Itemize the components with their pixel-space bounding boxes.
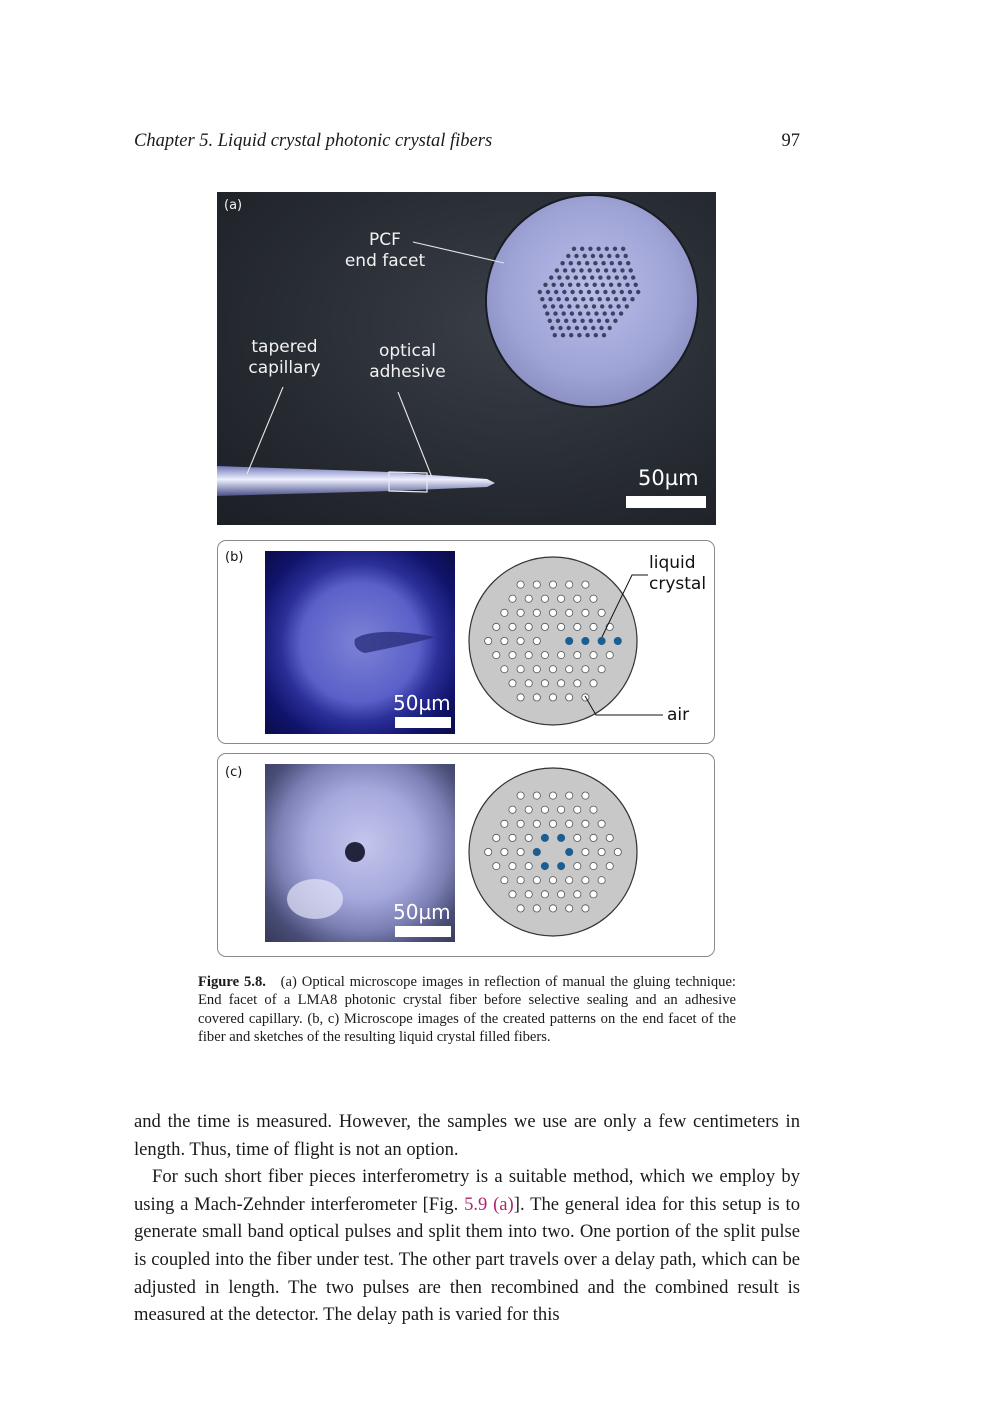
lc-filled-hole <box>558 863 565 870</box>
panel-b-tag: (b) <box>225 550 244 565</box>
air-hole <box>533 609 540 616</box>
air-hole <box>533 905 540 912</box>
air-hole <box>517 609 524 616</box>
scale-bar-a <box>626 496 706 508</box>
air-hole <box>574 863 581 870</box>
air-hole <box>558 623 565 630</box>
air-hole <box>558 891 565 898</box>
air-label: air <box>667 705 690 725</box>
lc-filled-hole <box>598 637 605 644</box>
air-hole <box>574 652 581 659</box>
air-hole <box>541 652 548 659</box>
air-hole <box>501 820 508 827</box>
lc-filled-hole <box>582 637 589 644</box>
air-hole <box>485 848 492 855</box>
air-hole <box>509 834 516 841</box>
air-hole <box>501 848 508 855</box>
air-hole <box>517 581 524 588</box>
figure-caption <box>198 973 736 1046</box>
air-hole <box>493 652 500 659</box>
air-hole <box>574 595 581 602</box>
panel-c-tag: (c) <box>225 765 243 780</box>
air-hole <box>501 637 508 644</box>
air-hole <box>541 680 548 687</box>
air-hole <box>533 666 540 673</box>
air-hole <box>566 905 573 912</box>
air-hole <box>558 806 565 813</box>
body-text <box>134 1108 800 1329</box>
lc-filled-hole <box>566 637 573 644</box>
caption-text: (a) Optical microscope images in reflection of manual the gluing technique: End facet of a LMA8 photonic crystal fiber before selective sealing and an adhesive covered capillary. (b, c) Microscope images of the created patterns on the end facet of the fiber and sketches of the resulting liquid crystal filled fibers. <box>198 974 736 1045</box>
air-hole <box>517 877 524 884</box>
sketch-c <box>218 754 714 956</box>
chapter-title: Chapter 5. Liquid crystal photonic crystal fibers <box>134 131 493 151</box>
lc-filled-hole <box>541 863 548 870</box>
air-hole <box>509 891 516 898</box>
air-hole <box>525 623 532 630</box>
air-hole <box>582 581 589 588</box>
figure-reference-link[interactable]: 5.9 (a) <box>464 1193 514 1215</box>
air-hole <box>549 877 556 884</box>
air-hole <box>525 652 532 659</box>
air-hole <box>582 848 589 855</box>
air-hole <box>566 792 573 799</box>
air-hole <box>501 609 508 616</box>
air-hole <box>566 877 573 884</box>
air-hole <box>509 623 516 630</box>
air-hole <box>582 609 589 616</box>
air-hole <box>525 891 532 898</box>
air-hole <box>566 694 573 701</box>
air-hole <box>525 834 532 841</box>
air-hole <box>606 863 613 870</box>
air-hole <box>533 694 540 701</box>
air-hole <box>533 581 540 588</box>
air-hole <box>574 806 581 813</box>
lc-filled-hole <box>614 637 621 644</box>
air-hole <box>493 623 500 630</box>
air-hole <box>525 806 532 813</box>
lc-filled-hole <box>533 848 540 855</box>
air-hole <box>517 848 524 855</box>
air-hole <box>558 595 565 602</box>
air-hole <box>549 666 556 673</box>
lc-filled-hole <box>566 848 573 855</box>
air-hole <box>590 806 597 813</box>
figure-panel-b <box>217 540 715 744</box>
air-hole <box>549 694 556 701</box>
air-hole <box>517 792 524 799</box>
air-hole <box>598 609 605 616</box>
air-hole <box>525 595 532 602</box>
air-hole <box>525 680 532 687</box>
air-hole <box>541 891 548 898</box>
air-hole <box>501 877 508 884</box>
air-hole <box>574 623 581 630</box>
air-hole <box>509 806 516 813</box>
air-hole <box>582 666 589 673</box>
air-hole <box>598 848 605 855</box>
air-hole <box>533 820 540 827</box>
air-hole <box>590 863 597 870</box>
air-hole <box>493 863 500 870</box>
air-hole <box>590 652 597 659</box>
optical-adhesive-label: optical adhesive <box>369 341 446 382</box>
lc-filled-hole <box>558 834 565 841</box>
air-hole <box>549 820 556 827</box>
air-hole <box>533 792 540 799</box>
figure-panel-c <box>217 753 715 957</box>
air-hole <box>590 680 597 687</box>
scale-label-c: 50µm <box>393 900 451 924</box>
tapered-capillary-label: tapered capillary <box>248 337 321 378</box>
air-hole <box>582 877 589 884</box>
paragraph-1: and the time is measured. However, the samples we use are only a few centimeters in length. Thus, time of flight is not an option. <box>134 1111 800 1160</box>
air-hole <box>558 680 565 687</box>
air-hole <box>493 834 500 841</box>
air-hole <box>517 637 524 644</box>
air-hole <box>549 581 556 588</box>
air-hole <box>517 905 524 912</box>
air-hole <box>590 623 597 630</box>
air-hole <box>590 595 597 602</box>
air-hole <box>541 623 548 630</box>
air-hole <box>582 905 589 912</box>
scale-label-b: 50µm <box>393 691 451 715</box>
air-hole <box>566 581 573 588</box>
air-hole <box>517 694 524 701</box>
air-hole <box>509 863 516 870</box>
air-hole <box>566 820 573 827</box>
air-hole <box>598 877 605 884</box>
air-hole <box>582 820 589 827</box>
air-hole <box>574 834 581 841</box>
air-hole <box>606 652 613 659</box>
liquid-crystal-label: liquid crystal <box>649 553 707 594</box>
caption-label: Figure 5.8. <box>198 974 266 990</box>
air-hole <box>598 666 605 673</box>
air-hole <box>574 680 581 687</box>
air-hole <box>525 863 532 870</box>
capillary-leader-line <box>247 387 283 474</box>
air-hole <box>590 891 597 898</box>
air-hole <box>566 666 573 673</box>
air-hole <box>574 891 581 898</box>
air-hole <box>541 595 548 602</box>
air-hole <box>533 877 540 884</box>
air-hole <box>549 792 556 799</box>
air-hole <box>509 652 516 659</box>
page-number: 97 <box>781 131 800 151</box>
air-hole <box>509 680 516 687</box>
air-hole <box>566 609 573 616</box>
tapered-capillary-shape <box>217 466 495 496</box>
air-hole <box>558 652 565 659</box>
air-hole <box>549 609 556 616</box>
air-hole <box>606 834 613 841</box>
air-hole <box>598 820 605 827</box>
air-hole <box>501 666 508 673</box>
pcf-label: PCF end facet <box>344 230 426 271</box>
paragraph-2: For such short fiber pieces interferometry is a suitable method, which we employ by using a Mach-Zehnder interferometer [Fig. 5.9 (a)]. The general idea for this setup is to generate small band optical pulses and split them into two. One portion of the split pulse is coupled into the fiber under test. The other part travels over a delay path, which can be adjusted in length. The two pulses are then recombined and the combined result is measured at the detector. The delay path is varied for this <box>134 1166 801 1326</box>
air-hole <box>533 637 540 644</box>
panel-a-tag: (a) <box>224 198 243 213</box>
adhesive-leader-line <box>398 392 433 480</box>
air-hole <box>549 905 556 912</box>
air-hole <box>517 666 524 673</box>
air-hole <box>541 806 548 813</box>
air-hole <box>485 637 492 644</box>
figure-panel-a <box>217 192 716 525</box>
air-hole <box>582 792 589 799</box>
sketch-b <box>218 541 714 743</box>
scale-label-a: 50µm <box>638 466 699 490</box>
lc-filled-hole <box>541 834 548 841</box>
air-hole <box>509 595 516 602</box>
air-hole <box>590 834 597 841</box>
air-hole <box>517 820 524 827</box>
air-hole <box>614 848 621 855</box>
